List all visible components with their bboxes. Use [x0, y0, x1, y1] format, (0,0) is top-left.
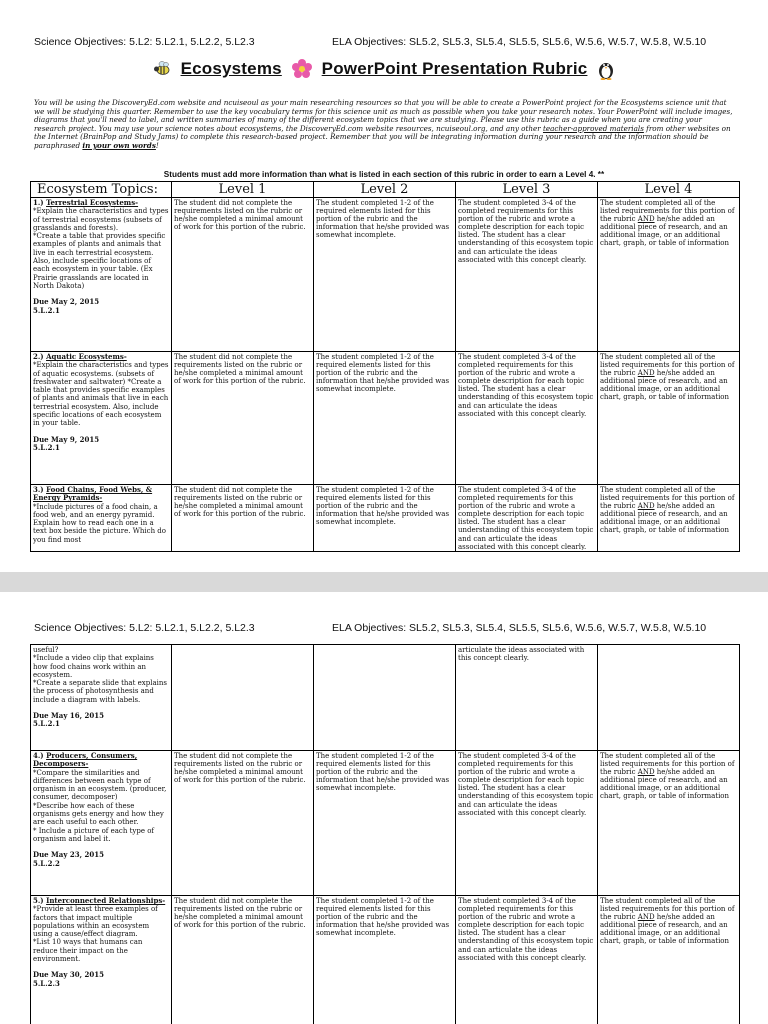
intro-text-2: from other websites on the Internet (BrainPop and Study Jams) to complete this research-based project. Remember that you will be integrating information during your research and the information should be paraphrased: [34, 123, 731, 150]
table-row: [31, 485, 740, 552]
topic-name: Aquatic Ecosystems-: [46, 352, 127, 361]
level-3-cell: The student completed 3-4 of the completed requirements for this portion of the rubric and wrote a complete description for each topic listed. The student has a clear understanding of this ecosystem topic and can articulate the ideas associated with this concept clearly.: [456, 751, 598, 896]
level-3-cell: The student completed 3-4 of the completed requirements for this portion of the rubric and wrote a complete description for each topic listed. The student has a clear understanding of this ecosystem topic and can articulate the ideas associated with this concept clearly.: [456, 896, 598, 1024]
title-rubric: PowerPoint Presentation Rubric: [321, 59, 588, 78]
level-3-cell: The student completed 3-4 of the completed requirements for this portion of the rubric and wrote a complete description for each topic listed. The student has a clear understanding of this ecosystem topic and can articulate the ideas associated with this concept clearly.: [456, 198, 598, 352]
penguin-icon: [596, 58, 616, 80]
table-row: [31, 896, 740, 1024]
level-2-cell: The student completed 1-2 of the required elements listed for this portion of the rubric and the information that he/she provided was somewhat incomplete.: [314, 751, 456, 896]
standard-code: 5.L.2.3: [33, 978, 60, 988]
table-row: [31, 645, 740, 751]
topic-body: *Provide at least three examples of factors that impact multiple populations within an ecosystem using a cause/effect diagram. *List 10 ways that humans can reduce their impact on the environment.: [33, 905, 158, 964]
topic-cell: 2.) Aquatic Ecosystems- *Explain the characteristics and types of aquatic ecosystems. (subsets of freshwater and saltwater) *Create a table that provides specific examples of plants and animals that live in each terrestrial ecosystem. Also, include specific locations of each ecosystem in your table. Due May 9, 2015 5.L.2.1: [31, 352, 172, 485]
level-1-cell: [172, 645, 314, 751]
level-2-cell: The student completed 1-2 of the required elements listed for this portion of the rubric and the information that he/she provided was somewhat incomplete.: [314, 485, 456, 552]
intro-paragraph: [34, 99, 734, 151]
topic-cell: 5.) Interconnected Relationships- *Provide at least three examples of factors that impact multiple populations within an ecosystem using a cause/effect diagram. *List 10 ways that humans can reduce their impact on the environment. Due May 30, 2015 5.L.2.3: [31, 896, 172, 1024]
due-date: Due May 9, 2015: [33, 434, 100, 444]
level-3-cell: The student completed 3-4 of the completed requirements for this portion of the rubric and wrote a complete description for each topic listed. The student has a clear understanding of this ecosystem topic and can articulate the ideas associated with this concept clearly.: [456, 485, 598, 552]
standard-code: 5.L.2.1: [33, 442, 60, 452]
table-header-row: [31, 182, 740, 198]
table-row: [31, 352, 740, 485]
level-4-cell: The student completed all of the listed requirements for this portion of the rubric AND he/she added an additional piece of research, and an additional image, or an additional chart, graph, or table of information: [598, 198, 740, 352]
header-level-4: Level 4: [598, 182, 740, 198]
flower-icon: [291, 58, 313, 80]
level-1-cell: The student did not complete the requirements listed on the rubric or he/she completed a minimal amount of work for this portion of the rubric.: [172, 198, 314, 352]
level-3-cell: The student completed 3-4 of the completed requirements for this portion of the rubric and wrote a complete description for each topic listed. The student has a clear understanding of this ecosystem topic and can articulate the ideas associated with this concept clearly.: [456, 352, 598, 485]
topic-body: *Explain the characteristics and types of aquatic ecosystems. (subsets of freshwater and saltwater) *Create a table that provides specific examples of plants and animals that live in each terrestrial ecosystem. Also, include specific locations of each ecosystem in your table.: [33, 361, 169, 428]
topic-body: *Include pictures of a food chain, a food web, and an energy pyramid. Explain how to read each one in a text box beside the picture. Which do you find most: [33, 502, 166, 544]
bee-icon: [152, 60, 172, 78]
standard-code: 5.L.2.2: [33, 858, 60, 868]
intro-emphasis: in your own words: [82, 140, 156, 150]
due-date: Due May 2, 2015: [33, 297, 100, 307]
topic-cell: 3.) Food Chains, Food Webs, & Energy Pyramids- *Include pictures of a food chain, a food web, and an energy pyramid. Explain how to read each one in a text box beside the picture. Which do you find most: [31, 485, 172, 552]
topic-body: useful? *Include a video clip that explains how food chains work within an ecosystem. *Create a separate slide that explains the process of photosynthesis and include a diagram with labels.: [33, 646, 167, 704]
topic-name: Terrestrial Ecosystems-: [46, 198, 139, 207]
topic-cell: [31, 645, 172, 751]
intro-text-3: !: [155, 140, 159, 150]
due-date: Due May 23, 2015: [33, 850, 104, 860]
level-4-cell: The student completed all of the listed requirements for this portion of the rubric AND he/she added an additional piece of research, and an additional image, or an additional chart, graph, or table of information: [598, 352, 740, 485]
standard-code: 5.L.2.1: [33, 719, 60, 729]
topic-cell: 4.) Producers, Consumers, Decomposers- *Compare the similarities and differences between each type of organism in an ecosystem. (producer, consumer, decomposer) *Describe how each of these organisms gets energy and how they are each useful to each other. * Include a picture of each type of organism and label it. Due May 23, 2015 5.L.2.2: [31, 751, 172, 896]
header-ecosystem-topics: Ecosystem Topics:: [31, 182, 172, 198]
document-page-2: [0, 592, 768, 1024]
table-row: [31, 198, 740, 352]
topic-body: *Explain the characteristics and types of terrestrial ecosystems (subsets of grasslands and forests). *Create a table that provides specific examples of plants and animals that live in each terrestrial ecosystem. Also, include specific locations of each ecosystem in your table. (Ex Prairie grasslands are located in North Dakota): [33, 207, 169, 290]
level-1-cell: The student did not complete the requirements listed on the rubric or he/she completed a minimal amount of work for this portion of the rubric.: [172, 352, 314, 485]
rubric-table: [30, 181, 740, 552]
header-level-3: Level 3: [456, 182, 598, 198]
level-4-cell: [598, 645, 740, 751]
header-level-2: Level 2: [314, 182, 456, 198]
page-title: [0, 58, 768, 80]
level-4-cell: The student completed all of the listed requirements for this portion of the rubric AND he/she added an additional piece of research, and an additional image, or an additional chart, graph, or table of information: [598, 896, 740, 1024]
level-2-cell: The student completed 1-2 of the required elements listed for this portion of the rubric and the information that he/she provided was somewhat incomplete.: [314, 198, 456, 352]
table-row: [31, 751, 740, 896]
level-2-cell: The student completed 1-2 of the required elements listed for this portion of the rubric and the information that he/she provided was somewhat incomplete.: [314, 352, 456, 485]
level-4-cell: The student completed all of the listed requirements for this portion of the rubric AND he/she added an additional piece of research, and an additional image, or an additional chart, graph, or table of information: [598, 751, 740, 896]
topic-name: Food Chains, Food Webs, & Energy Pyramids-: [33, 486, 153, 503]
science-objectives: Science Objectives: 5.L2: 5.L2.1, 5.L2.2, 5.L2.3: [34, 622, 255, 634]
level-1-cell: The student did not complete the requirements listed on the rubric or he/she completed a minimal amount of work for this portion of the rubric.: [172, 751, 314, 896]
ela-objectives: ELA Objectives: SL5.2, SL5.3, SL5.4, SL5.5, SL5.6, W.5.6, W.5.7, W.5.8, W.5.10: [332, 36, 707, 48]
topic-body: *Compare the similarities and differences between each type of organism in an ecosystem. (producer, consumer, decomposer) *Describe how each of these organisms gets energy and how they are each useful to each other. * Include a picture of each type of organism and label it.: [33, 768, 167, 843]
due-date: Due May 16, 2015: [33, 711, 104, 721]
level-2-cell: [314, 645, 456, 751]
topic-name: Interconnected Relationships-: [46, 896, 166, 905]
ela-objectives: ELA Objectives: SL5.2, SL5.3, SL5.4, SL5.5, SL5.6, W.5.6, W.5.7, W.5.8, W.5.10: [332, 622, 707, 634]
intro-text-1: You will be using the DiscoveryEd.com website and ncuiseoul as your main researching resources so that you will be able to create a PowerPoint project for the Ecosystems science unit that we will be studying this quarter. Remember to use the key vocabulary terms for this science unit as much as possible when you take your research notes. Your PowerPoint will include images, diagrams that you'll need to label, and written summaries of many of the different ecosystem topics that we are studying. Please use this rubric as a guide when you are creating your research project. You may use your science notes about ecosystems, the DiscoveryEd.com website resources, ncuiseoul.org, and any other: [34, 98, 733, 133]
due-date: Due May 30, 2015: [33, 970, 104, 980]
rubric-table-continued: [30, 644, 740, 1024]
topic-cell: 1.) Terrestrial Ecosystems- *Explain the characteristics and types of terrestrial ecosystems (subsets of grasslands and forests). *Create a table that provides specific examples of plants and animals that live in each terrestrial ecosystem. Also, include specific locations of each ecosystem in your table. (Ex Prairie grasslands are located in North Dakota) Due May 2, 2015 5.L.2.1: [31, 198, 172, 352]
science-objectives: Science Objectives: 5.L2: 5.L2.1, 5.L2.2, 5.L2.3: [34, 36, 255, 48]
level-2-cell: The student completed 1-2 of the required elements listed for this portion of the rubric and the information that he/she provided was somewhat incomplete.: [314, 896, 456, 1024]
objectives-header: [34, 36, 748, 48]
level-1-cell: The student did not complete the requirements listed on the rubric or he/she completed a minimal amount of work for this portion of the rubric.: [172, 896, 314, 1024]
level-1-cell: The student did not complete the requirements listed on the rubric or he/she completed a minimal amount of work for this portion of the rubric.: [172, 485, 314, 552]
level-3-cell: articulate the ideas associated with this concept clearly.: [456, 645, 598, 751]
standard-code: 5.L.2.1: [33, 305, 60, 315]
level-4-notice: Students must add more information than what is listed in each section of this rubric in order to earn a Level 4. **: [163, 170, 605, 179]
topic-name: Producers, Consumers, Decomposers-: [33, 751, 138, 769]
teacher-approved-link: teacher-approved materials: [542, 123, 644, 133]
level-4-cell: The student completed all of the listed requirements for this portion of the rubric AND he/she added an additional piece of research, and an additional image, or an additional chart, graph, or table of information: [598, 485, 740, 552]
header-level-1: Level 1: [172, 182, 314, 198]
title-ecosystems: Ecosystems: [180, 59, 282, 78]
objectives-header: [34, 622, 748, 634]
